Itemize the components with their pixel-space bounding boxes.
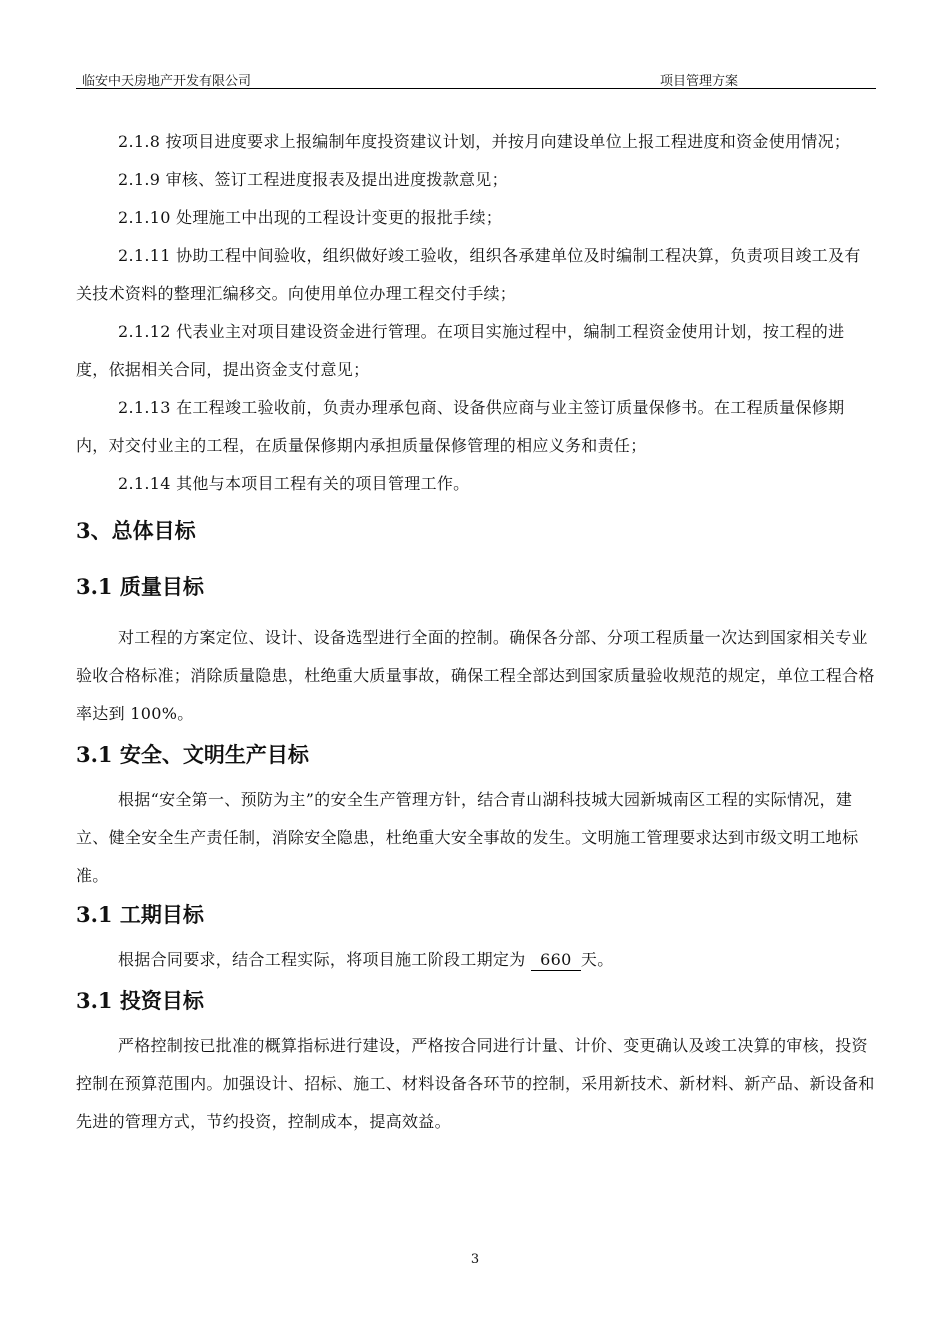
investment-text: 严格控制按已批准的概算指标进行建设，严格按合同进行计量、计价、变更确认及竣工决算的审核，投资控制在预算范围内。加强设计、招标、施工、材料设备各环节的控制，采用新技术、新材料、新产品、新设备和先进的管理方式，节约投资，控制成本，提高效益。	[76, 1036, 875, 1131]
schedule-days: 660	[531, 950, 581, 971]
schedule-title: 3.1 工期目标	[76, 902, 204, 927]
item-2-1-9: 2.1.9 审核、签订工程进度报表及提出进度拨款意见；	[118, 170, 508, 189]
document-body	[76, 123, 876, 1141]
item-2-1-10: 2.1.10 处理施工中出现的工程设计变更的报批手续；	[118, 208, 503, 227]
header-company: 临安中天房地产开发有限公司	[82, 74, 252, 89]
quality-title: 3.1 质量目标	[76, 574, 204, 599]
quality-text: 对工程的方案定位、设计、设备选型进行全面的控制。确保各分部、分项工程质量一次达到国家相关专业验收合格标准；消除质量隐患，杜绝重大质量事故，确保工程全部达到国家质量验收规范的规定，单位工程合格率达到 100%。	[76, 628, 875, 723]
schedule-text-after: 天。	[580, 950, 614, 969]
item-2-1-11: 2.1.11 协助工程中间验收，组织做好竣工验收，组织各承建单位及时编制工程决算，负责项目竣工及有关技术资料的整理汇编移交。向使用单位办理工程交付手续；	[76, 246, 861, 303]
schedule-text-before: 根据合同要求，结合工程实际，将项目施工阶段工期定为	[118, 950, 526, 969]
header-doc-title: 项目管理方案	[660, 74, 739, 89]
safety-title: 3.1 安全、文明生产目标	[76, 742, 309, 767]
investment-title: 3.1 投资目标	[76, 988, 204, 1013]
section-3-title: 3、总体目标	[76, 518, 196, 543]
page-header	[76, 68, 876, 89]
page-number: 3	[470, 1252, 480, 1267]
item-2-1-14: 2.1.14 其他与本项目工程有关的项目管理工作。	[118, 474, 470, 493]
item-2-1-13: 2.1.13 在工程竣工验收前，负责办理承包商、设备供应商与业主签订质量保修书。在工程质量保修期内，对交付业主的工程，在质量保修期内承担质量保修管理的相应义务和责任；	[76, 398, 845, 455]
schedule-text	[76, 941, 876, 979]
item-2-1-12: 2.1.12 代表业主对项目建设资金进行管理。在项目实施过程中，编制工程资金使用计划，按工程的进度，依据相关合同，提出资金支付意见；	[76, 322, 845, 379]
safety-text: 根据“安全第一、预防为主”的安全生产管理方针，结合青山湖科技城大园新城南区工程的实际情况，建立、健全安全生产责任制，消除安全隐患，杜绝重大安全事故的发生。文明施工管理要求达到市级文明工地标准。	[76, 790, 859, 885]
item-2-1-8: 2.1.8 按项目进度要求上报编制年度投资建议计划，并按月向建设单位上报工程进度和资金使用情况；	[118, 132, 851, 151]
